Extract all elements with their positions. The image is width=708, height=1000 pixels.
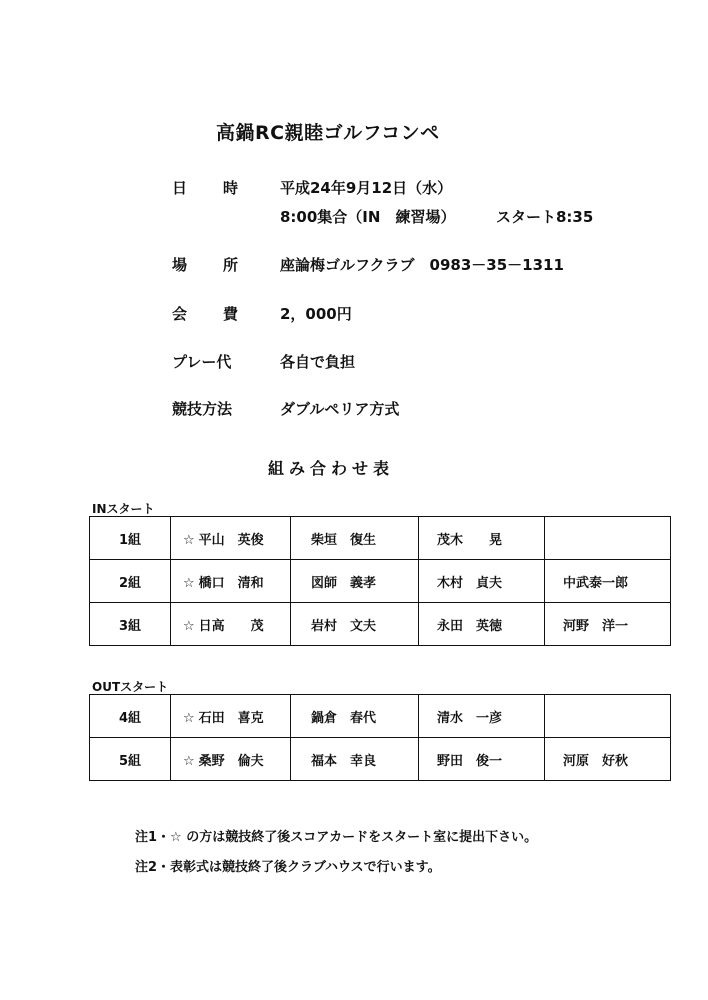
table-row bbox=[90, 738, 671, 781]
page-title: 高鍋RC親睦ゴルフコンペ bbox=[216, 122, 440, 144]
in-start-label: INスタート bbox=[92, 502, 155, 516]
place-label-a: 場 bbox=[172, 256, 188, 274]
fee-label-a: 会 bbox=[172, 305, 188, 323]
fee-label-b: 費 bbox=[222, 305, 238, 323]
out-start-table bbox=[89, 694, 671, 781]
date-label-b: 時 bbox=[222, 179, 238, 197]
out-start-label: OUTスタート bbox=[92, 680, 169, 694]
player-cell: 河野 洋一 bbox=[545, 603, 671, 646]
leader-name: 橋口 清和 bbox=[198, 575, 264, 591]
leader-cell bbox=[171, 560, 291, 603]
in-start-table bbox=[89, 516, 671, 646]
group-cell: 5組 bbox=[90, 738, 171, 781]
date-label bbox=[172, 177, 238, 198]
leader-cell bbox=[171, 695, 291, 738]
player-cell: 岩村 文夫 bbox=[291, 603, 419, 646]
leader-name: 日高 茂 bbox=[198, 618, 264, 634]
player-cell: 河原 好秋 bbox=[545, 738, 671, 781]
note-1: 注1・☆ の方は競技終了後スコアカードをスタート室に提出下さい。 bbox=[135, 830, 538, 845]
assembly-time: 8:00集合（IN 練習場） bbox=[280, 208, 456, 226]
leader-name: 桑野 倫夫 bbox=[198, 753, 264, 769]
method-value: ダブルペリア方式 bbox=[280, 400, 400, 418]
leader-name: 平山 英俊 bbox=[198, 532, 264, 548]
star-icon: ☆ bbox=[183, 618, 195, 634]
player-cell bbox=[545, 695, 671, 738]
player-cell: 清水 一彦 bbox=[419, 695, 545, 738]
table-row bbox=[90, 517, 671, 560]
player-cell: 中武泰一郎 bbox=[545, 560, 671, 603]
play-fee-value: 各自で負担 bbox=[280, 353, 356, 371]
player-cell: 茂木 晃 bbox=[419, 517, 545, 560]
place-label-b: 所 bbox=[222, 256, 238, 274]
player-cell: 福本 幸良 bbox=[291, 738, 419, 781]
group-cell: 4組 bbox=[90, 695, 171, 738]
star-icon: ☆ bbox=[183, 710, 195, 726]
leader-cell bbox=[171, 517, 291, 560]
table-row bbox=[90, 695, 671, 738]
star-icon: ☆ bbox=[183, 575, 195, 591]
player-cell: 鍋倉 春代 bbox=[291, 695, 419, 738]
note-2: 注2・表彰式は競技終了後クラブハウスで行います。 bbox=[135, 860, 441, 875]
pairings-title: 組み合わせ表 bbox=[268, 459, 395, 478]
leader-name: 石田 喜克 bbox=[198, 710, 264, 726]
group-cell: 3組 bbox=[90, 603, 171, 646]
method-label: 競技方法 bbox=[172, 400, 233, 418]
star-icon: ☆ bbox=[183, 532, 195, 548]
table-row bbox=[90, 603, 671, 646]
group-cell: 2組 bbox=[90, 560, 171, 603]
play-fee-label: プレー代 bbox=[172, 353, 232, 371]
fee-label bbox=[172, 303, 238, 324]
player-cell: 野田 俊一 bbox=[419, 738, 545, 781]
player-cell: 永田 英徳 bbox=[419, 603, 545, 646]
star-icon: ☆ bbox=[183, 753, 195, 769]
date-value: 平成24年9月12日（水） bbox=[280, 179, 453, 197]
group-cell: 1組 bbox=[90, 517, 171, 560]
table-row bbox=[90, 560, 671, 603]
fee-value: 2，000円 bbox=[280, 305, 352, 323]
place-value: 座論梅ゴルフクラブ 0983－35－1311 bbox=[280, 256, 564, 274]
place-label bbox=[172, 254, 238, 275]
player-cell: 図師 義孝 bbox=[291, 560, 419, 603]
player-cell: 木村 貞夫 bbox=[419, 560, 545, 603]
player-cell bbox=[545, 517, 671, 560]
date-label-a: 日 bbox=[172, 179, 188, 197]
start-time: スタート8:35 bbox=[496, 208, 594, 226]
leader-cell bbox=[171, 738, 291, 781]
player-cell: 柴垣 復生 bbox=[291, 517, 419, 560]
leader-cell bbox=[171, 603, 291, 646]
